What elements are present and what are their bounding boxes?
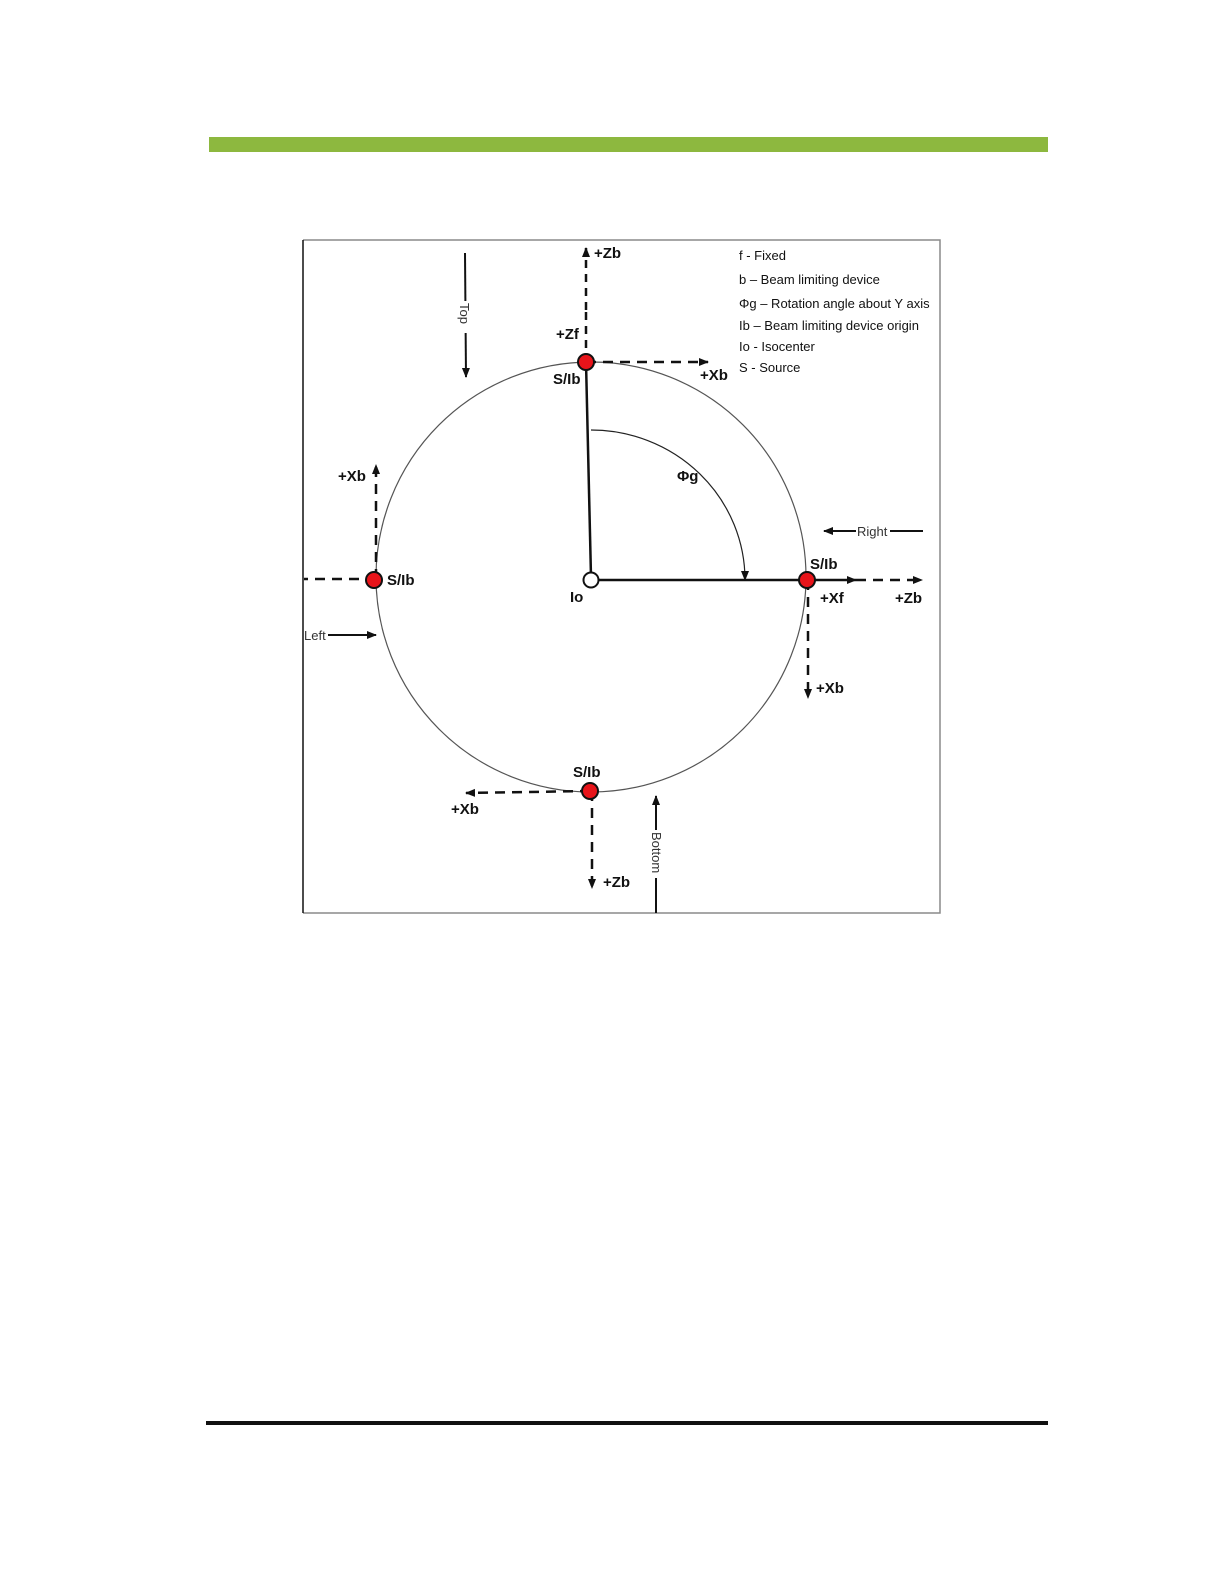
left-direction-label: Left bbox=[304, 628, 326, 643]
label-xb-right: +Xb bbox=[816, 680, 844, 697]
source-point-left bbox=[366, 572, 382, 588]
bottom-direction-label: Bottom bbox=[649, 832, 664, 874]
radius-line-vertical bbox=[586, 362, 591, 577]
legend-item-device-origin: Ib – Beam limiting device origin bbox=[739, 318, 919, 333]
legend-item-beam-device: b – Beam limiting device bbox=[739, 272, 880, 287]
label-source-right: S/Ib bbox=[810, 556, 838, 573]
xb-bottom-arrow bbox=[466, 791, 590, 793]
source-point-right bbox=[799, 572, 815, 588]
legend-item-isocenter: Io - Isocenter bbox=[739, 339, 815, 354]
label-zb-right: +Zb bbox=[895, 590, 923, 607]
label-source-bottom: S/Ib bbox=[573, 764, 601, 781]
label-zf: +Zf bbox=[556, 326, 579, 343]
label-xb-top: +Xb bbox=[700, 367, 728, 384]
isocenter-point bbox=[584, 573, 599, 588]
label-zb-top: +Zb bbox=[594, 245, 622, 262]
right-direction-label: Right bbox=[857, 524, 888, 539]
label-zb-bottom: +Zb bbox=[603, 874, 631, 891]
top-direction-label: Top bbox=[457, 303, 472, 324]
source-point-bottom bbox=[582, 783, 598, 799]
legend-item-rotation-angle: Φg – Rotation angle about Y axis bbox=[739, 296, 930, 311]
footer-rule bbox=[206, 1421, 1048, 1425]
label-xb-bottom: +Xb bbox=[451, 801, 479, 818]
label-isocenter: Io bbox=[570, 589, 584, 606]
source-point-top bbox=[578, 354, 594, 370]
label-angle: Φg bbox=[677, 468, 699, 485]
label-source-left: S/Ib bbox=[387, 572, 415, 589]
legend bbox=[739, 248, 930, 375]
rotation-angle-arc bbox=[591, 430, 745, 580]
legend-item-source: S - Source bbox=[739, 360, 801, 375]
label-xb-left: +Xb bbox=[338, 468, 366, 485]
legend-item-fixed: f - Fixed bbox=[739, 248, 786, 263]
label-xf: +Xf bbox=[820, 590, 844, 607]
label-source-top: S/Ib bbox=[553, 371, 581, 388]
